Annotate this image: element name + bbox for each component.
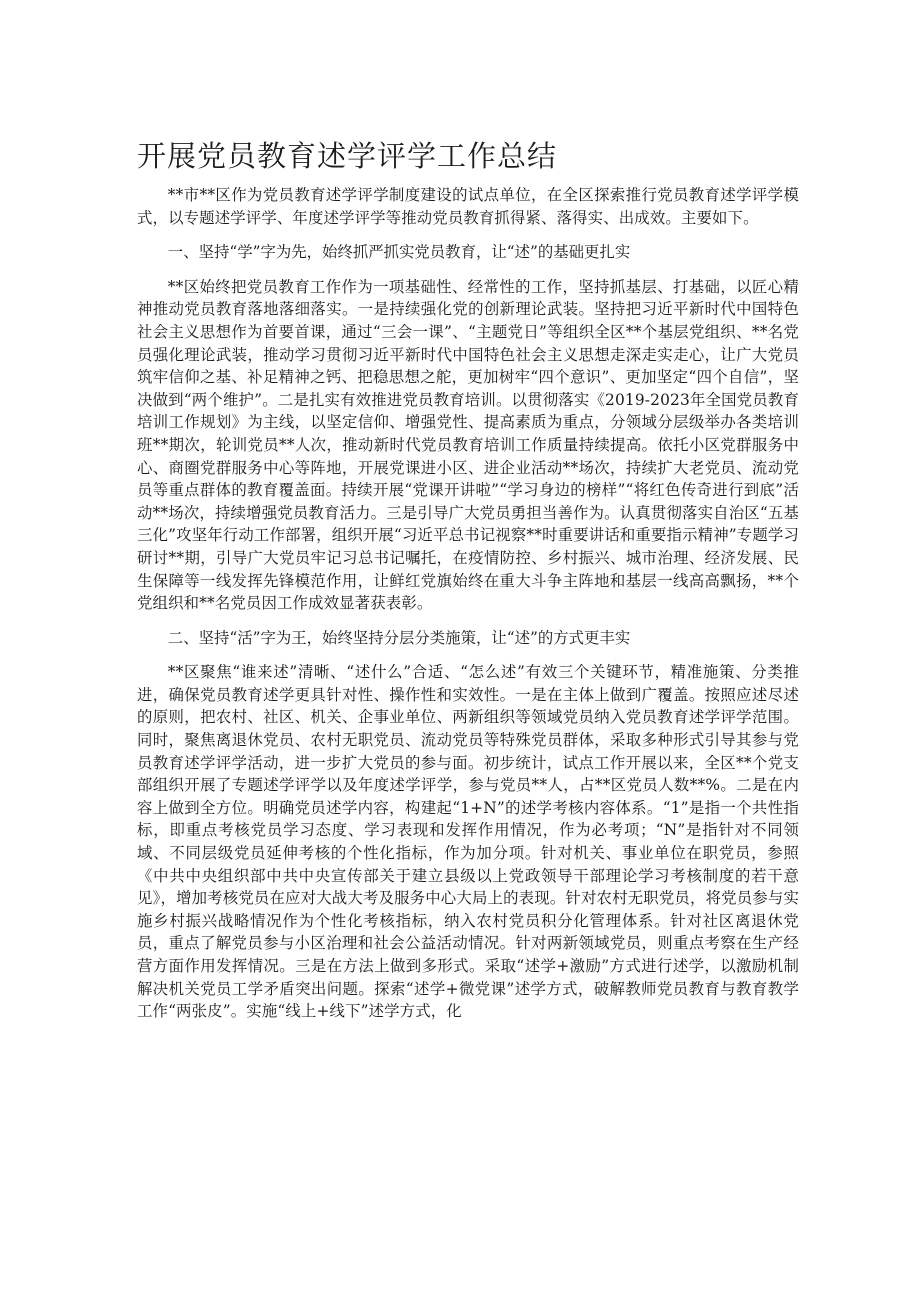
document-title: 开展党员教育述学评学工作总结 [137, 139, 558, 173]
section-2-heading: 二、坚持“活”字为王，始终坚持分层分类施策，让“述”的方式更丰实 [167, 628, 631, 647]
document-body [137, 184, 799, 1035]
section-1-paragraph: **区始终把党员教育工作作为一项基础性、经常性的工作，坚持抓基层、打基础，以匠心精神推动党员教育落地落细落实。一是持续强化党的创新理论武装。坚持把习近平新时代中国特色社会主义思想作为首要首课，通过“三会一课”、“主题党日”等组织全区**个基层党组织、**名党员强化理论武装，推动学习贯彻习近平新时代中国特色社会主义思想走深走实走心，让广大党员筑牢信仰之基、补足精神之钙、把稳思想之舵，更加树牢“四个意识”、更加坚定“四个自信”，坚决做到“两个维护”。二是扎实有效推进党员教育培训。以贯彻落实《2019-2023年全国党员教育培训工作规划》为主线，以坚定信仰、增强党性、提高素质为重点，分领域分层级举办各类培训班**期次，轮训党员**人次，推动新时代党员教育培训工作质量持续提高。依托小区党群服务中心、商圈党群服务中心等阵地，开展党课进小区、进企业活动**场次，持续扩大老党员、流动党员等重点群体的教育覆盖面。持续开展“党课开讲啦”“学习身边的榜样”“将红色传奇进行到底”活动**场次，持续增强党员教育活力。三是引导广大党员勇担当善作为。认真贯彻落实自治区“五基三化”攻坚年行动工作部署，组织开展“习近平总书记视察**时重要讲话和重要指示精神”专题学习研讨**期，引导广大党员牢记习总书记嘱托，在疫情防控、乡村振兴、城市治理、经济发展、民生保障等一线发挥先锋模范作用，让鲜红党旗始终在重大斗争主阵地和基层一线高高飘扬，**个党组织和**名党员因工作成效显著获表彰。 [137, 277, 799, 613]
section-2-paragraph: **区聚焦“谁来述”清晰、“述什么”合适、“怎么述”有效三个关键环节，精准施策、分类推进，确保党员教育述学更具针对性、操作性和实效性。一是在主体上做到广覆盖。按照应述尽述的原则，把农村、社区、机关、企事业单位、两新组织等领域党员纳入党员教育述学评学范围。同时，聚焦离退休党员、农村无职党员、流动党员等特殊党员群体，采取多种形式引导其参与党员教育述学评学活动，进一步扩大党员的参与面。初步统计，试点工作开展以来，全区**个党支部组织开展了专题述学评学以及年度述学评学，参与党员**人，占**区党员人数**%。二是在内容上做到全方位。明确党员述学内容，构建起“1+N”的述学考核内容体系。“1”是指一个共性指标，即重点考核党员学习态度、学习表现和发挥作用情况，作为必考项；“N”是指针对不同领域、不同层级党员延伸考核的个性化指标，作为加分项。针对机关、事业单位在职党员，参照《中共中央组织部中共中央宣传部关于建立县级以上党政领导干部理论学习考核制度的若干意见》，增加考核党员在应对大战大考及服务中心大局上的表现。针对农村无职党员，将党员参与实施乡村振兴战略情况作为个性化考核指标，纳入农村党员积分化管理体系。针对社区离退休党员，重点了解党员参与小区治理和社会公益活动情况。针对两新领域党员，则重点考察在生产经营方面作用发挥情况。三是在方法上做到多形式。采取“述学+激励”方式进行述学，以激励机制解决机关党员工学矛盾突出问题。探索“述学+微党课”述学方式，破解教师党员教育与教育教学工作“两张皮”。实施“线上+线下”述学方式，化 [137, 663, 799, 1021]
intro-paragraph: **市**区作为党员教育述学评学制度建设的试点单位，在全区探索推行党员教育述学评学模式，以专题述学评学、年度述学评学等推动党员教育抓得紧、落得实、出成效。主要如下。 [137, 186, 799, 227]
section-1-heading: 一、坚持“学”字为先，始终抓严抓实党员教育，让“述”的基础更扎实 [167, 243, 631, 262]
